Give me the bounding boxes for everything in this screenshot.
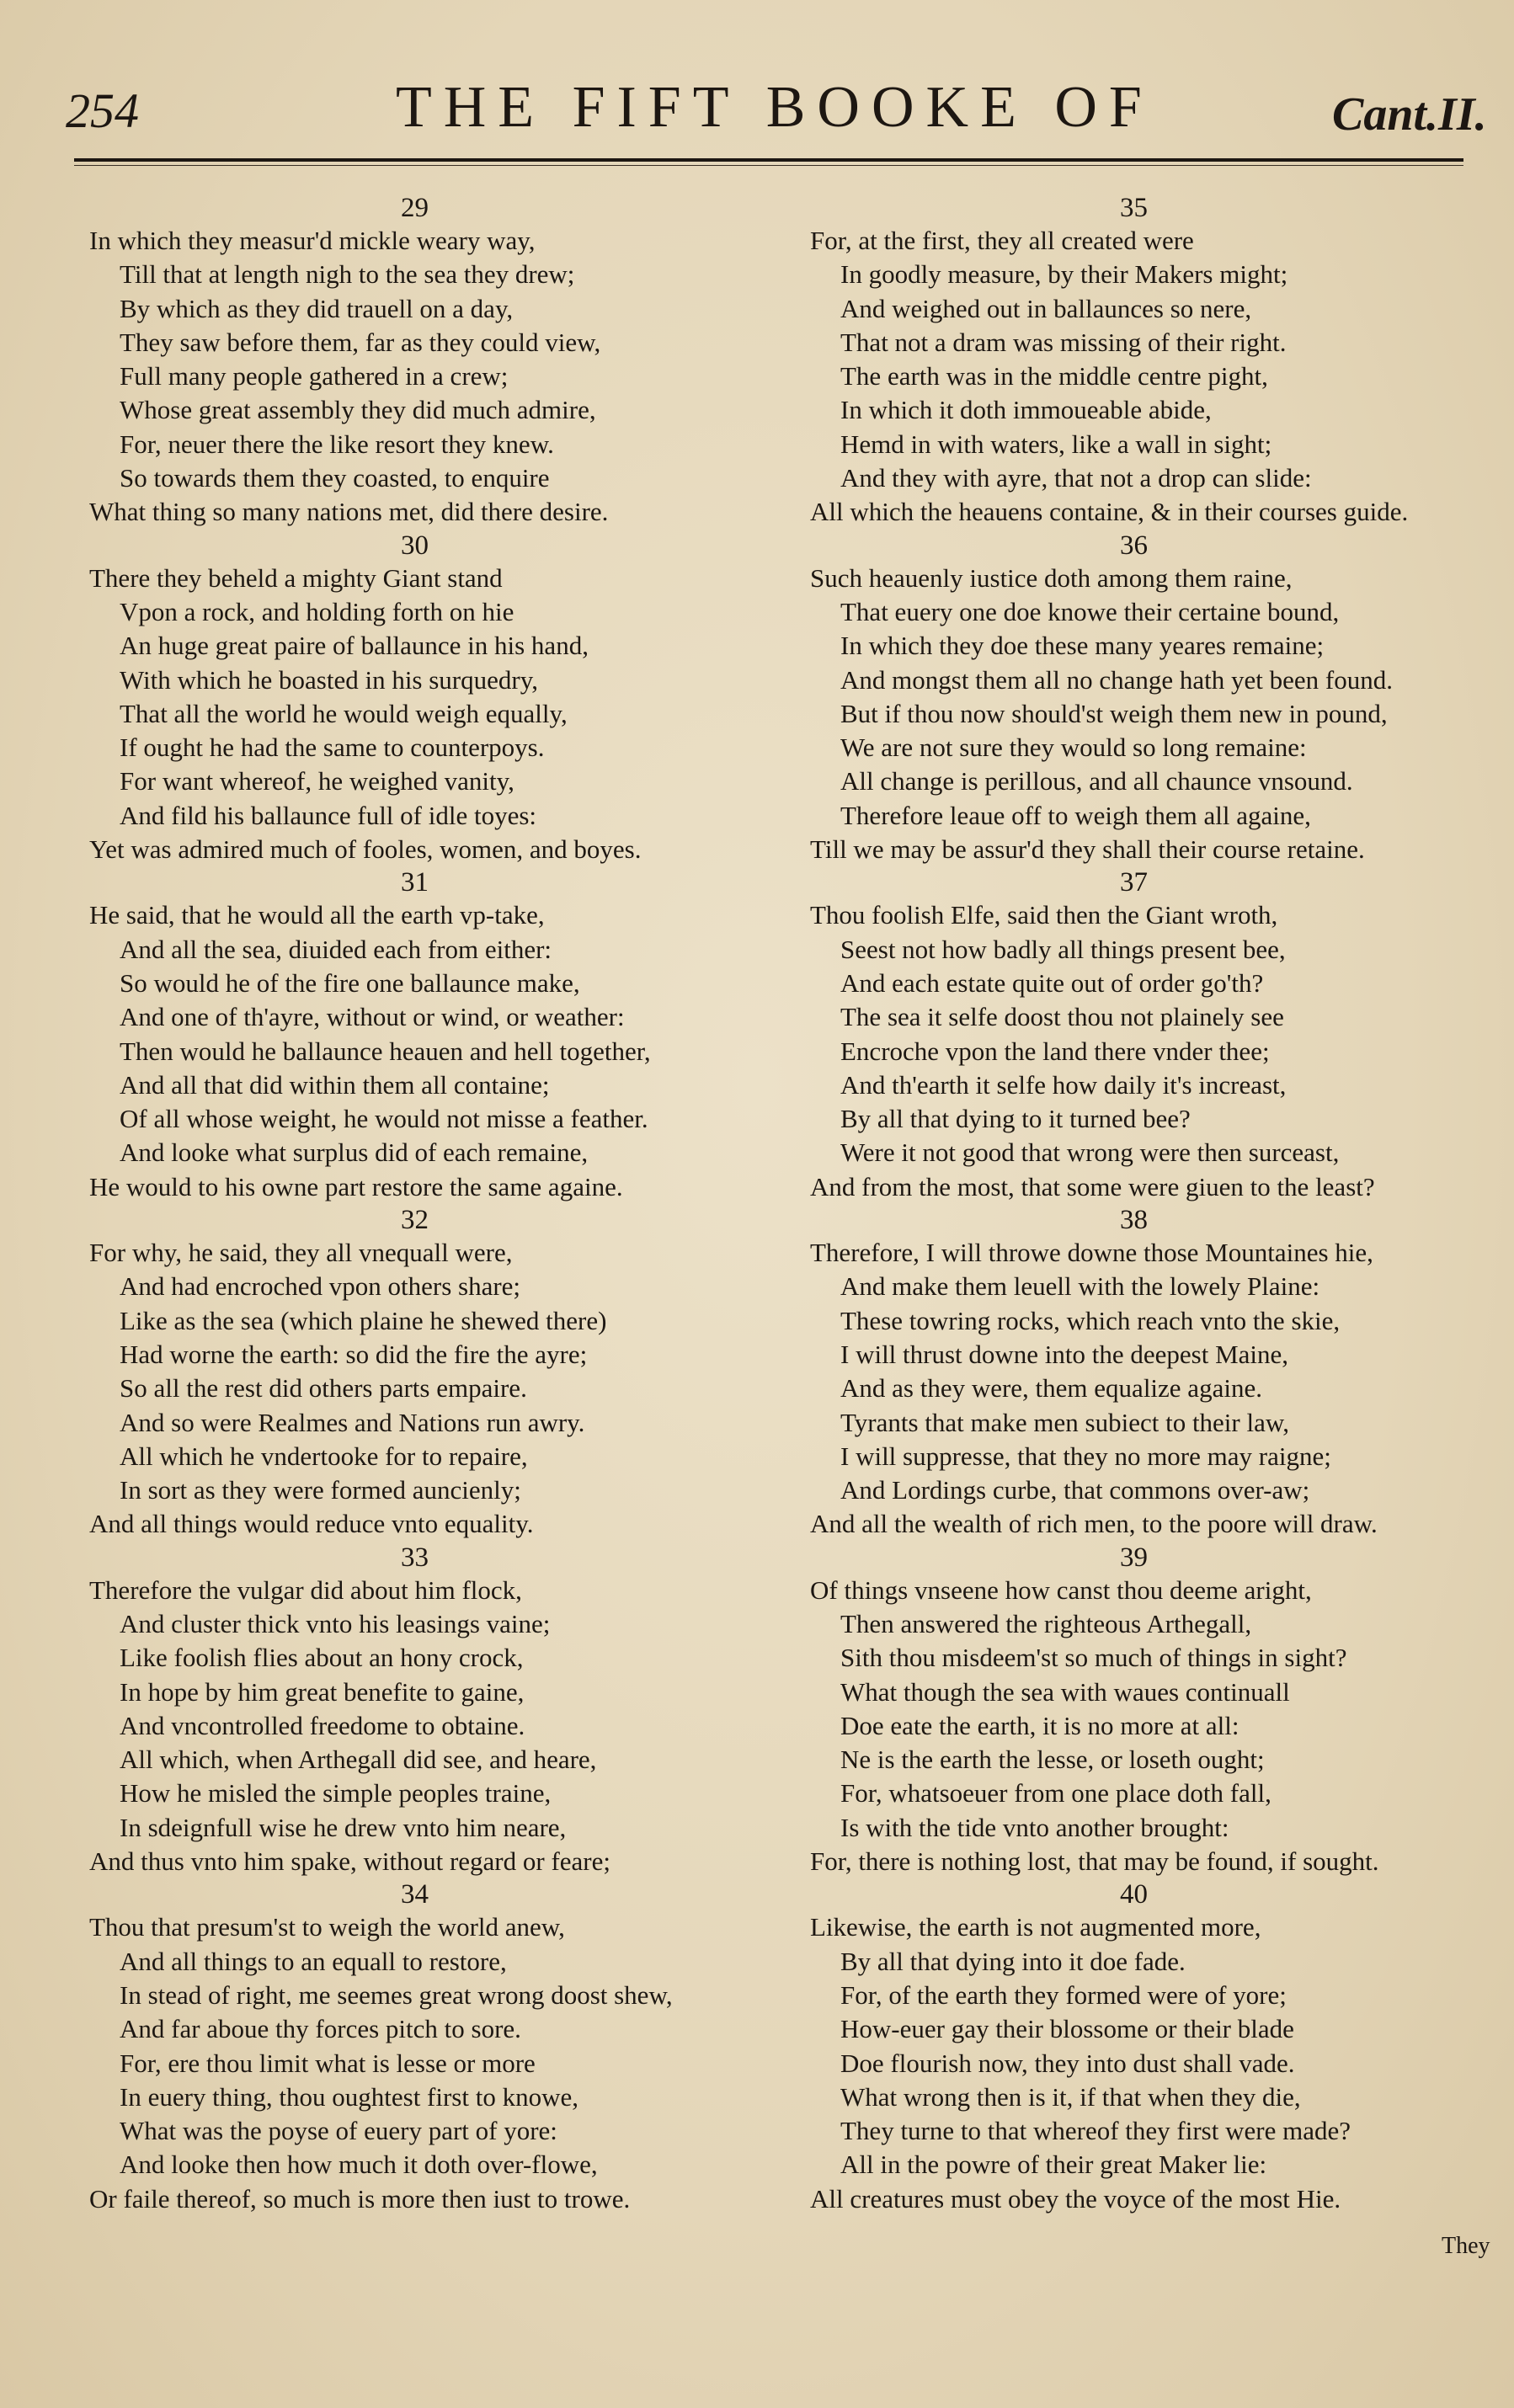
verse-line: And they with ayre, that not a drop can slide: xyxy=(840,463,1312,493)
verse-line: All which the heauens containe, & in their courses guide. xyxy=(810,497,1409,527)
verse-line: For, of the earth they formed were of yore; xyxy=(840,1979,1287,2010)
verse-line: Tyrants that make men subiect to their law, xyxy=(840,1407,1289,1437)
verse-line: Therefore the vulgar did about him flock, xyxy=(89,1574,522,1605)
verse-line: Is with the tide vnto another brought: xyxy=(840,1812,1229,1842)
running-title: THE FIFT BOOKE OF xyxy=(396,75,1154,140)
verse-line: Hemd in with waters, like a wall in sight; xyxy=(840,429,1272,459)
verse-line: Full many people gathered in a crew; xyxy=(120,361,509,392)
verse-line: For, there is nothing lost, that may be found, if sought. xyxy=(810,1846,1379,1877)
left-column xyxy=(89,192,780,2216)
catchword: They xyxy=(1442,2233,1490,2259)
stanza-number: 40 xyxy=(1120,1879,1148,1910)
verse-line: How-euer gay their blossome or their blade xyxy=(840,2014,1294,2044)
verse-line: These towring rocks, which reach vnto the skie, xyxy=(840,1305,1341,1335)
verse-line: In stead of right, me seemes great wrong doost shew, xyxy=(120,1979,673,2010)
verse-line: Such heauenly iustice doth among them raine, xyxy=(810,562,1293,593)
verse-line: And all the sea, diuided each from either: xyxy=(120,934,552,964)
stanza xyxy=(89,1204,780,1542)
page-number: 254 xyxy=(66,83,139,138)
verse-line: All in the powre of their great Maker lie: xyxy=(840,2150,1267,2180)
verse-line: And fild his ballaunce full of idle toyes: xyxy=(120,800,537,830)
stanza xyxy=(89,1878,780,2216)
verse-line: And weighed out in ballaunces so nere, xyxy=(840,293,1252,323)
verse-line: In euery thing, thou oughtest first to knowe, xyxy=(120,2081,578,2112)
verse-line: There they beheld a mighty Giant stand xyxy=(89,562,503,593)
verse-line: Doe eate the earth, it is no more at all: xyxy=(840,1710,1239,1740)
stanza-number: 35 xyxy=(1120,193,1148,223)
verse-line: For, whatsoeuer from one place doth fall, xyxy=(840,1778,1271,1809)
stanza-number: 38 xyxy=(1120,1205,1148,1236)
verse-line: So would he of the fire one ballaunce make, xyxy=(120,967,580,998)
verse-line: So towards them they coasted, to enquire xyxy=(120,463,550,493)
verse-line: And as they were, them equalize againe. xyxy=(840,1373,1262,1404)
verse-line: Yet was admired much of fooles, women, and boyes. xyxy=(89,834,642,865)
verse-line: In which they measur'd mickle weary way, xyxy=(89,226,536,255)
verse-line: Likewise, the earth is not augmented more, xyxy=(810,1912,1261,1942)
verse-line: Thou that presum'st to weigh the world anew, xyxy=(89,1912,565,1942)
verse-line: And Lordings curbe, that commons over-aw; xyxy=(840,1475,1310,1505)
stanza xyxy=(810,1204,1484,1542)
verse-line: That euery one doe knowe their certaine bound, xyxy=(840,596,1340,626)
verse-line: Had worne the earth: so did the fire the ayre; xyxy=(120,1339,588,1369)
stanza xyxy=(89,1542,780,1879)
stanza-number: 37 xyxy=(1120,867,1148,898)
verse-line: What wrong then is it, if that when they die, xyxy=(840,2081,1301,2112)
verse-line: If ought he had the same to counterpoys. xyxy=(120,733,545,763)
verse-line: They turne to that whereof they first were made? xyxy=(840,2116,1351,2146)
verse-line: For want whereof, he weighed vanity, xyxy=(120,766,514,796)
verse-line: What was the poyse of euery part of yore: xyxy=(120,2116,557,2146)
verse-line: But if thou now should'st weigh them new in pound, xyxy=(840,698,1388,728)
stanza-number: 39 xyxy=(1120,1542,1148,1573)
verse-line: In hope by him great benefite to gaine, xyxy=(120,1676,525,1707)
stanza xyxy=(89,192,780,530)
stanza xyxy=(810,1878,1484,2216)
verse-line: Or faile thereof, so much is more then iust to trowe. xyxy=(89,2183,631,2214)
verse-line: The sea it selfe doost thou not plainely see xyxy=(840,1002,1284,1032)
verse-line: And far aboue thy forces pitch to sore. xyxy=(120,2014,521,2044)
verse-line: Doe flourish now, they into dust shall vade. xyxy=(840,2048,1295,2078)
verse-line: And thus vnto him spake, without regard or feare; xyxy=(89,1846,610,1877)
verse-line: Vpon a rock, and holding forth on hie xyxy=(120,596,514,626)
verse-line: And make them leuell with the lowely Plaine: xyxy=(840,1271,1320,1302)
verse-line: In which they doe these many yeares remaine; xyxy=(840,631,1325,661)
verse-line: In sdeignfull wise he drew vnto him neare, xyxy=(120,1812,567,1842)
verse-line: Thou foolish Elfe, said then the Giant wroth, xyxy=(810,900,1278,930)
verse-line: Were it not good that wrong were then surceast, xyxy=(840,1137,1340,1168)
verse-line: Ne is the earth the lesse, or loseth ought; xyxy=(840,1745,1265,1775)
stanza xyxy=(810,866,1484,1204)
verse-line: Till we may be assur'd they shall their course retaine. xyxy=(810,834,1365,865)
verse-line: All which he vndertooke for to repaire, xyxy=(120,1441,528,1471)
verse-line: Then would he ballaunce heauen and hell together, xyxy=(120,1036,651,1066)
verse-line: Till that at length nigh to the sea they drew; xyxy=(120,259,575,290)
verse-line: That all the world he would weigh equally, xyxy=(120,698,568,728)
verse-line: And mongst them all no change hath yet been found. xyxy=(840,664,1394,695)
verse-line: In goodly measure, by their Makers might; xyxy=(840,259,1288,290)
verse-line: An huge great paire of ballaunce in his hand, xyxy=(120,631,589,661)
stanza xyxy=(810,192,1484,530)
verse-line: How he misled the simple peoples traine, xyxy=(120,1778,552,1809)
verse-line: The earth was in the middle centre pight, xyxy=(840,361,1268,392)
verse-line: And vncontrolled freedome to obtaine. xyxy=(120,1710,525,1740)
verse-line: And one of th'ayre, without or wind, or weather: xyxy=(120,1002,625,1032)
verse-line: And all the wealth of rich men, to the poore will draw. xyxy=(810,1509,1378,1539)
verse-line: What though the sea with waues continuall xyxy=(840,1676,1290,1707)
header-rule xyxy=(74,158,1463,162)
verse-line: For, ere thou limit what is lesse or more xyxy=(120,2048,536,2078)
verse-line: Sith thou misdeem'st so much of things in sight? xyxy=(840,1643,1347,1673)
page-header xyxy=(0,0,1514,168)
verse-line: Then answered the righteous Arthegall, xyxy=(840,1608,1252,1638)
verse-line: In sort as they were formed auncienly; xyxy=(120,1475,521,1505)
stanza-number: 33 xyxy=(401,1542,429,1573)
verse-line: Of things vnseene how canst thou deeme aright, xyxy=(810,1574,1312,1605)
stanza xyxy=(89,530,780,867)
verse-line: Encroche vpon the land there vnder thee; xyxy=(840,1036,1270,1066)
canto-label: Cant.II. xyxy=(1332,88,1487,141)
verse-line: And th'earth it selfe how daily it's increast, xyxy=(840,1069,1287,1100)
stanza-number: 36 xyxy=(1120,530,1148,561)
verse-line: By all that dying to it turned bee? xyxy=(840,1104,1191,1134)
stanza-number: 31 xyxy=(401,867,429,898)
verse-line: Therefore leaue off to weigh them all againe, xyxy=(840,800,1311,830)
stanza-number: 29 xyxy=(401,193,429,223)
verse-line: We are not sure they would so long remaine: xyxy=(840,733,1307,763)
verse-line: They saw before them, far as they could view, xyxy=(120,327,601,357)
verse-line: And all things to an equall to restore, xyxy=(120,1946,507,1976)
verse-line: And cluster thick vnto his leasings vaine; xyxy=(120,1608,551,1638)
verse-line: All which, when Arthegall did see, and heare, xyxy=(120,1745,597,1775)
verse-line: And from the most, that some were giuen to the least? xyxy=(810,1171,1375,1201)
verse-line: Therefore, I will throwe downe those Mountaines hie, xyxy=(810,1238,1373,1268)
verse-line: And looke what surplus did of each remaine, xyxy=(120,1137,589,1168)
stanza xyxy=(810,530,1484,867)
verse-line: Like foolish flies about an hony crock, xyxy=(120,1643,524,1673)
stanza xyxy=(810,1542,1484,1879)
stanza-number: 32 xyxy=(401,1205,429,1236)
verse-line: By all that dying into it doe fade. xyxy=(840,1946,1186,1976)
verse-line: Of all whose weight, he would not misse a feather. xyxy=(120,1104,648,1134)
verse-line: Seest not how badly all things present bee, xyxy=(840,934,1286,964)
verse-line: He would to his owne part restore the same againe. xyxy=(89,1171,623,1201)
header-rule-thin xyxy=(74,165,1463,166)
right-column xyxy=(810,192,1484,2216)
verse-line: And so were Realmes and Nations run awry. xyxy=(120,1407,585,1437)
verse-line: All change is perillous, and all chaunce vnsound. xyxy=(840,766,1353,796)
verse-line: And all that did within them all containe; xyxy=(120,1069,550,1100)
verse-line: By which as they did trauell on a day, xyxy=(120,293,514,323)
verse-line: In which it doth immoueable abide, xyxy=(840,395,1212,425)
verse-line: For, neuer there the like resort they knew. xyxy=(120,429,554,459)
verse-line: For why, he said, they all vnequall were, xyxy=(89,1238,513,1268)
verse-line: For, at the first, they all created were xyxy=(810,226,1194,255)
verse-line: Whose great assembly they did much admire, xyxy=(120,395,596,425)
verse-line: All creatures must obey the voyce of the most Hie. xyxy=(810,2183,1341,2214)
verse-line: I will suppresse, that they no more may raigne; xyxy=(840,1441,1331,1471)
verse-line: And all things would reduce vnto equality. xyxy=(89,1509,534,1539)
verse-line: That not a dram was missing of their right. xyxy=(840,327,1287,357)
verse-line: And looke then how much it doth over-flowe, xyxy=(120,2150,598,2180)
verse-line: What thing so many nations met, did there desire. xyxy=(89,497,609,527)
stanza-number: 30 xyxy=(401,530,429,561)
verse-line: He said, that he would all the earth vp-take, xyxy=(89,900,545,930)
verse-line: And each estate quite out of order go'th? xyxy=(840,967,1264,998)
verse-line: Like as the sea (which plaine he shewed there) xyxy=(120,1305,607,1335)
stanza-number: 34 xyxy=(401,1879,429,1910)
stanza xyxy=(89,866,780,1204)
verse-line: I will thrust downe into the deepest Maine, xyxy=(840,1339,1289,1369)
verse-line: With which he boasted in his surquedry, xyxy=(120,664,538,695)
verse-line: So all the rest did others parts empaire. xyxy=(120,1373,527,1404)
verse-line: And had encroched vpon others share; xyxy=(120,1271,521,1302)
